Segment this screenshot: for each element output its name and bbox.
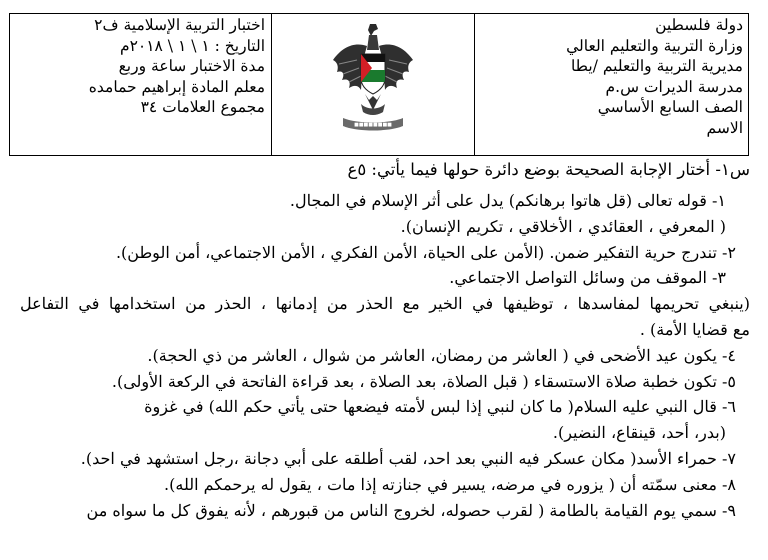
answer-options: (بدر، أحد، قينقاع، النضير).	[552, 423, 726, 443]
header-emblem-cell	[272, 14, 475, 155]
question-title: س١- أختار الإجابة الصحيحة بوضع دائرة حولها فيما يأتي: ٥ع	[347, 160, 750, 179]
header-right-line: وزارة التربية والتعليم العالي	[566, 36, 743, 55]
student-name-label: الاسم	[706, 118, 743, 137]
answer-options: مع قضايا الأمة) .	[639, 319, 750, 339]
exam-title: اختبار التربية الإسلامية ف٢	[94, 16, 265, 34]
question-item: ٤- يكون عيد الأضحى في ( العاشر من رمضان، العاشر من شوال ، العاشر من ذي الحجة).	[147, 345, 736, 365]
question-item: ٩- سمي يوم القيامة بالطامة ( لقرب حصوله، لخروج الناس من قبورهم ، لأنه يفوق كل ما سواه من	[86, 500, 736, 520]
answer-options: (ينبغي تحريمها لمفاسدها ، توظيفها في الخير مع الحذر من إدمانها ، الحذر من استخدامها في التفاعل	[20, 294, 750, 314]
question-item: ٧- حمراء الأسد( مكان عسكر فيه النبي بعد احد، لقب أطلقه على أبي دجانة ،رجل استشهد في احد).	[80, 448, 736, 468]
exam-date: التاريخ : ١ \ ١ \ ٢٠١٨م	[119, 36, 265, 55]
header-right-line: دولة فلسطين	[655, 16, 743, 34]
question-item: ٥- تكون خطبة صلاة الاستسقاء ( قبل الصلاة، بعد الصلاة ، بعد قراءة الفاتحة في الركعة الأولى).	[111, 371, 736, 391]
question-item: ٦- قال النبي عليه السلام( ما كان لنبي إذا لبس لأمته فيضعها حتى يأتي حكم الله) في غزوة	[144, 397, 736, 417]
question-item: ٣- الموقف من وسائل التواصل الاجتماعي.	[449, 268, 726, 288]
header-left-block	[10, 14, 272, 155]
total-marks: مجموع العلامات ٣٤	[140, 98, 265, 117]
question-item: ٨- معنى سمّته أن ( يزوره في مرضه، يسير في جنازته إذا مات ، يقول له يرحمكم الله).	[164, 474, 736, 494]
exam-header	[9, 13, 749, 156]
palestine-eagle-emblem	[327, 20, 419, 142]
teacher-name: معلم المادة إبراهيم حمامده	[88, 77, 265, 96]
header-right-line: مديرية التربية والتعليم /يطا	[570, 57, 743, 76]
exam-duration: مدة الاختبار ساعة وربع	[118, 57, 265, 76]
header-right-block	[474, 14, 748, 155]
svg-text:■■■■■■■■: ■■■■■■■■	[354, 122, 392, 128]
question-item: ٢- تندرج حرية التفكير ضمن. (الأمن على الحياة، الأمن الفكري ، الأمن الاجتماعي، أمن الوطن).	[115, 242, 736, 262]
question-item: ١- قوله تعالى (قل هاتوا برهانكم) يدل على أثر الإسلام في المجال.	[289, 191, 726, 210]
header-right-line: الصف السابع الأساسي	[597, 98, 743, 117]
header-right-line: مدرسة الديرات س.م	[605, 77, 743, 96]
exam-body	[20, 157, 750, 523]
answer-options: ( المعرفي ، العقائدي ، الأخلاقي ، تكريم الإنسان).	[400, 216, 726, 236]
